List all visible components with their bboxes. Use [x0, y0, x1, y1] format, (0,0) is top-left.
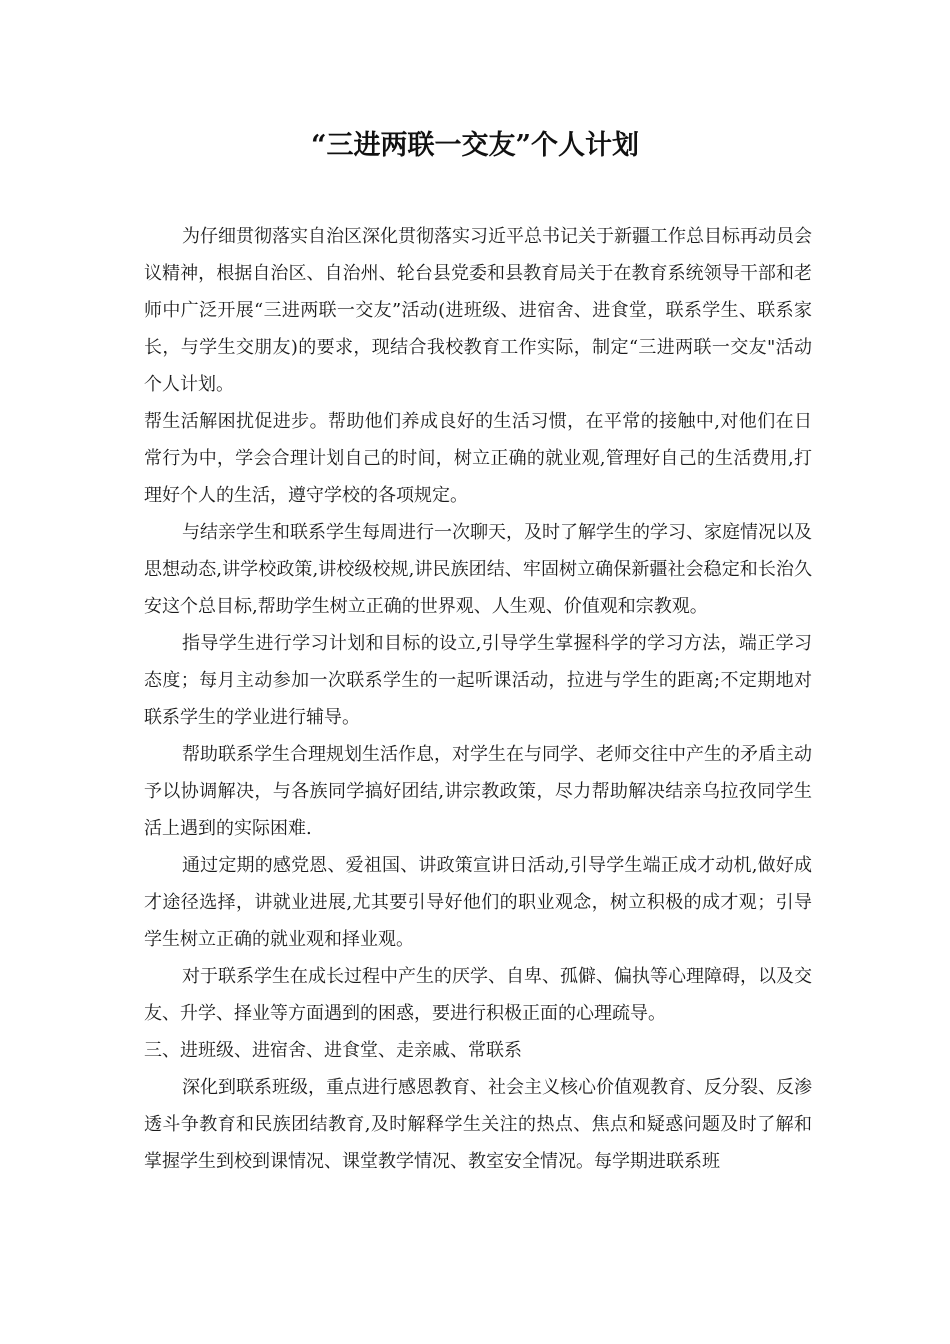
paragraph-career-guidance: 通过定期的感党恩、爱祖国、讲政策宣讲日活动,引导学生端正成才动机,做好成才途径选择，讲就业进展,尤其要引导好他们的职业观念，树立积极的成才观；引导学生树立正确的就业观和择业观。 — [144, 855, 812, 950]
paragraph-weekly-chat: 与结亲学生和联系学生每周进行一次聊天，及时了解学生的学习、家庭情况以及思想动态,讲学校政策,讲校级校规,讲民族团结、牢固树立确保新疆社会稳定和长治久安这个总目标,帮助学生树立正确的世界观、人生观、价值观和宗教观。 — [144, 522, 812, 617]
paragraph-psychological-support: 对于联系学生在成长过程中产生的厌学、自卑、孤僻、偏执等心理障碍，以及交友、升学、择业等方面遇到的困惑，要进行积极正面的心理疏导。 — [144, 966, 812, 1024]
paragraph-class-visits: 深化到联系班级，重点进行感恩教育、社会主义核心价值观教育、反分裂、反渗透斗争教育和民族团结教育,及时解释学生关注的热点、焦点和疑惑问题及时了解和掌握学生到校到课情况、课堂教学情况、教室安全情况。每学期进联系班 — [144, 1077, 812, 1172]
paragraph-life-help: 帮生活解困扰促进步。帮助他们养成良好的生活习惯，在平常的接触中,对他们在日常行为中，学会合理计划自己的时间，树立正确的就业观,管理好自己的生活费用,打理好个人的生活，遵守学校的各项规定。 — [144, 411, 812, 506]
document-body — [144, 218, 812, 1180]
section-heading-three: 三、进班级、进宿舍、进食堂、走亲戚、常联系 — [144, 1040, 522, 1061]
paragraph-intro: 为仔细贯彻落实自治区深化贯彻落实习近平总书记关于新疆工作总目标再动员会议精神，根据自治区、自治州、轮台县党委和县教育局关于在教育系统领导干部和老师中广泛开展“三进两联一交友”活动(进班级、进宿舍、进食堂，联系学生、联系家长，与学生交朋友)的要求，现结合我校教育工作实际，制定“三进两联一交友"活动个人计划。 — [144, 226, 812, 395]
paragraph-life-planning: 帮助联系学生合理规划生活作息，对学生在与同学、老师交往中产生的矛盾主动予以协调解决，与各族同学搞好团结,讲宗教政策，尽力帮助解决结亲乌拉孜同学生活上遇到的实际困难. — [144, 744, 812, 839]
paragraph-study-guidance: 指导学生进行学习计划和目标的设立,引导学生掌握科学的学习方法，端正学习态度；每月主动参加一次联系学生的一起听课活动，拉进与学生的距离;不定期地对联系学生的学业进行辅导。 — [144, 633, 812, 728]
document-title: “三进两联一交友”个人计划 — [310, 130, 640, 161]
